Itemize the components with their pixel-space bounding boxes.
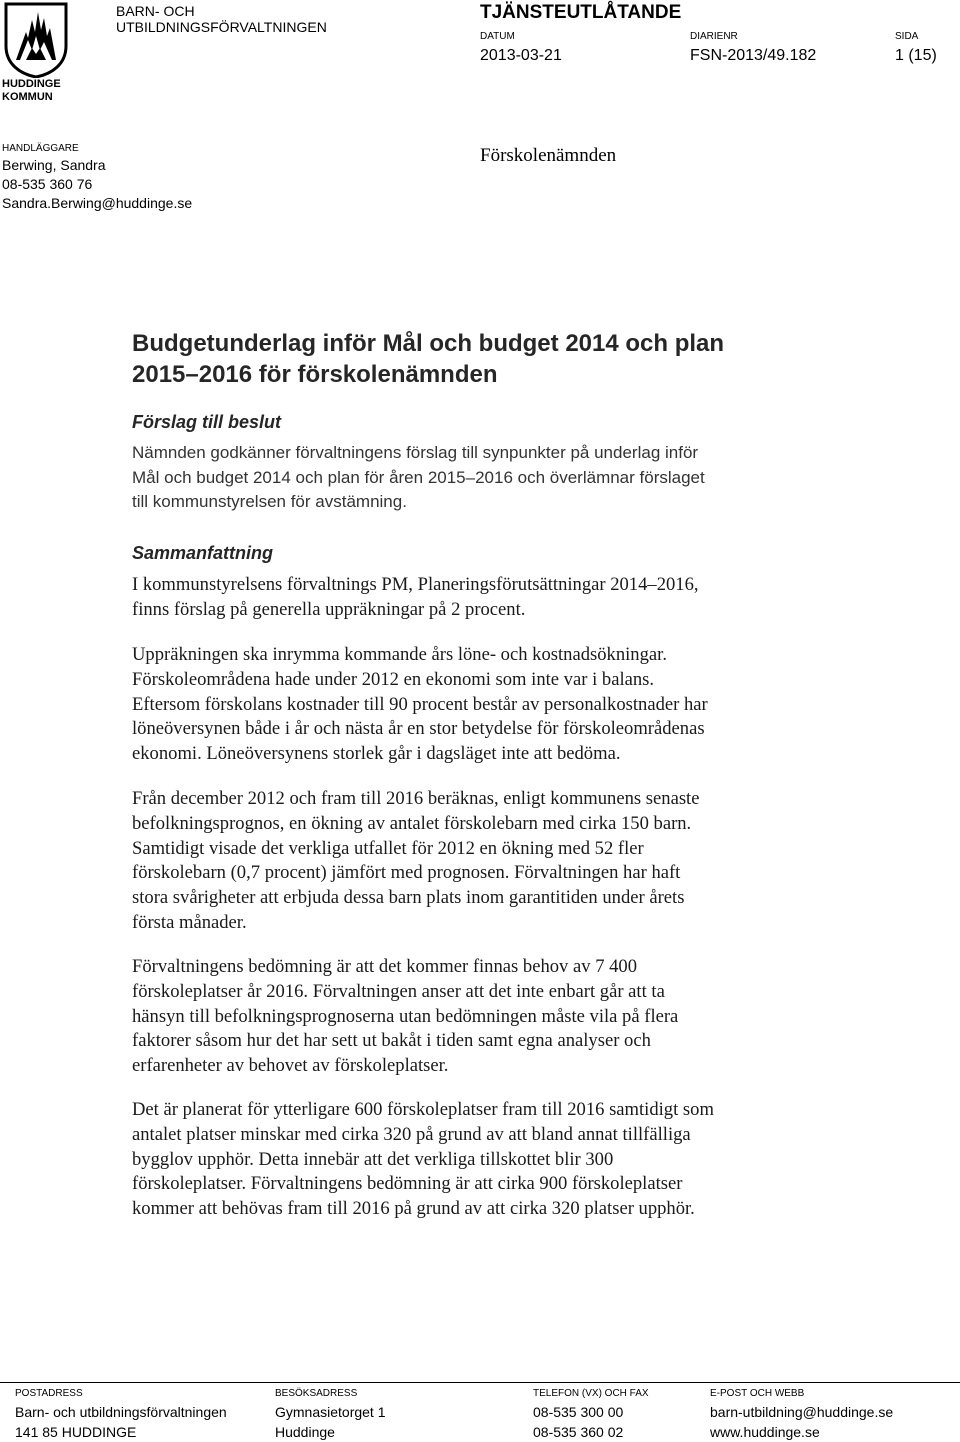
handlaggare-email[interactable]: Sandra.Berwing@huddinge.se bbox=[2, 195, 193, 211]
handlaggare-label: HANDLÄGGARE bbox=[2, 143, 79, 154]
page-title bbox=[132, 328, 724, 390]
sida-label: SIDA bbox=[895, 31, 919, 42]
paragraph-line: löneöversynen både i år och nästa år en stor betydelse för förskoleområdenas bbox=[132, 718, 705, 740]
department-name bbox=[116, 3, 376, 35]
paragraph-line: finns förslag på generella uppräkningar på 2 procent. bbox=[132, 598, 526, 620]
footer-value: 141 85 HUDDINGE bbox=[15, 1424, 137, 1440]
forslag-text bbox=[132, 441, 705, 515]
footer-value: Gymnasietorget 1 bbox=[275, 1404, 386, 1420]
footer-label: POSTADRESS bbox=[15, 1388, 83, 1399]
footer-label: E-POST OCH WEBB bbox=[710, 1388, 805, 1399]
paragraph-line: första månader. bbox=[132, 911, 247, 933]
footer-besoksadress bbox=[275, 1386, 386, 1442]
paragraph-line: erfarenheter av behovet av förskoleplatser. bbox=[132, 1055, 449, 1077]
title-line1: Budgetunderlag inför Mål och budget 2014 och plan bbox=[132, 330, 725, 357]
footer-divider bbox=[0, 1382, 960, 1383]
paragraph-line: befolkningsprognos, en ökning av antalet förskolebarn med cirka 150 barn. bbox=[132, 812, 692, 834]
diarienr-label: DIARIENR bbox=[690, 31, 738, 42]
recipient: Förskolenämnden bbox=[480, 145, 617, 166]
sammanfattning-heading: Sammanfattning bbox=[132, 543, 274, 563]
footer-postadress bbox=[15, 1386, 227, 1442]
paragraph-line: antalet platser minskar med cirka 320 på grund av att bland annat tillfälliga bbox=[132, 1123, 691, 1145]
handlaggare-block bbox=[2, 138, 192, 213]
paragraph-5 bbox=[132, 1098, 832, 1222]
footer-epost bbox=[710, 1386, 893, 1442]
footer-telefon bbox=[533, 1386, 649, 1442]
paragraph-line: Det är planerat för ytterligare 600 förskoleplatser fram till 2016 samtidigt som bbox=[132, 1099, 714, 1120]
paragraph-line: faktorer såsom hur det har sett ut bakåt i tiden samt egna analyser och bbox=[132, 1030, 651, 1052]
diarienr-value: FSN-2013/49.182 bbox=[690, 47, 817, 64]
paragraph-3 bbox=[132, 787, 832, 936]
paragraph-line: bygglov upphör. Detta innebär att det verkliga tillskottet blir 300 bbox=[132, 1148, 614, 1170]
paragraph-line: Eftersom förskolans kostnader till 90 procent består av personalkostnader har bbox=[132, 693, 708, 715]
datum-value: 2013-03-21 bbox=[480, 47, 562, 64]
forslag-line: Mål och budget 2014 och plan för åren 2015–2016 och överlämnar förslaget bbox=[132, 467, 705, 487]
logo-text-line1: HUDDINGE bbox=[2, 78, 61, 90]
footer-value: 08-535 300 00 bbox=[533, 1404, 624, 1420]
footer-label: BESÖKSADRESS bbox=[275, 1388, 358, 1399]
footer-value: Huddinge bbox=[275, 1424, 335, 1440]
footer-email-link[interactable]: barn-utbildning@huddinge.se bbox=[710, 1404, 894, 1420]
department-line1: BARN- OCH bbox=[116, 3, 195, 19]
paragraph-line: hänsyn till befolkningsprognoserna utan bedömningen måste vila på flera bbox=[132, 1005, 679, 1027]
paragraph-line: Förskoleområdena hade under 2012 en ekonomi som inte var i balans. bbox=[132, 668, 655, 690]
paragraph-line: ekonomi. Löneöversynens storlek går i dagsläget inte att bedöma. bbox=[132, 743, 621, 765]
paragraph-line: Från december 2012 och fram till 2016 beräknas, enligt kommunens senaste bbox=[132, 788, 700, 809]
forslag-line: Nämnden godkänner förvaltningens förslag till synpunkter på underlag inför bbox=[132, 443, 699, 462]
paragraph-line: kommer att behövas fram till 2016 på grund av att cirka 320 platser upphör. bbox=[132, 1198, 695, 1220]
footer-label: TELEFON (VX) OCH FAX bbox=[533, 1388, 649, 1399]
document-type: TJÄNSTEUTLÅTANDE bbox=[480, 2, 682, 23]
paragraph-line: stora svårigheter att erbjuda dessa barn plats inom garantitiden under årets bbox=[132, 887, 685, 909]
paragraph-line: Samtidigt visade det verkliga utfallet för 2012 en ökning med 52 fler bbox=[132, 837, 644, 859]
paragraph-line: Uppräkningen ska inrymma kommande års löne- och kostnadsökningar. bbox=[132, 644, 667, 665]
title-line2: 2015–2016 för förskolenämnden bbox=[132, 361, 498, 388]
logo-text-line2: KOMMUN bbox=[2, 91, 53, 103]
paragraph-line: förskoleplatser. Förvaltningens bedömning är att cirka 900 förskoleplatser bbox=[132, 1173, 683, 1195]
footer-value: Barn- och utbildningsförvaltningen bbox=[15, 1404, 227, 1420]
handlaggare-phone: 08-535 360 76 bbox=[2, 176, 93, 192]
paragraph-1 bbox=[132, 573, 832, 623]
huddinge-kommun-logo bbox=[2, 2, 70, 106]
paragraph-line: Förvaltningens bedömning är att det kommer finnas behov av 7 400 bbox=[132, 956, 638, 977]
paragraph-line: förskoleplatser år 2016. Förvaltningen anser att det inte enbart går att ta bbox=[132, 980, 665, 1002]
sida-value: 1 (15) bbox=[895, 47, 937, 64]
paragraph-line: förskolebarn (0,7 procent) jämfört med prognosen. Förvaltningen har haft bbox=[132, 862, 681, 884]
handlaggare-name: Berwing, Sandra bbox=[2, 157, 106, 173]
flame-shield-icon bbox=[2, 2, 70, 78]
footer-web-link[interactable]: www.huddinge.se bbox=[710, 1424, 820, 1440]
forslag-heading: Förslag till beslut bbox=[132, 412, 282, 432]
footer-value: 08-535 360 02 bbox=[533, 1424, 624, 1440]
forslag-line: till kommunstyrelsen för avstämning. bbox=[132, 492, 407, 511]
paragraph-line: I kommunstyrelsens förvaltnings PM, Planeringsförutsättningar 2014–2016, bbox=[132, 574, 699, 595]
datum-label: DATUM bbox=[480, 31, 515, 42]
paragraph-4 bbox=[132, 955, 832, 1079]
paragraph-2 bbox=[132, 643, 832, 767]
department-line2: UTBILDNINGSFÖRVALTNINGEN bbox=[116, 19, 327, 35]
